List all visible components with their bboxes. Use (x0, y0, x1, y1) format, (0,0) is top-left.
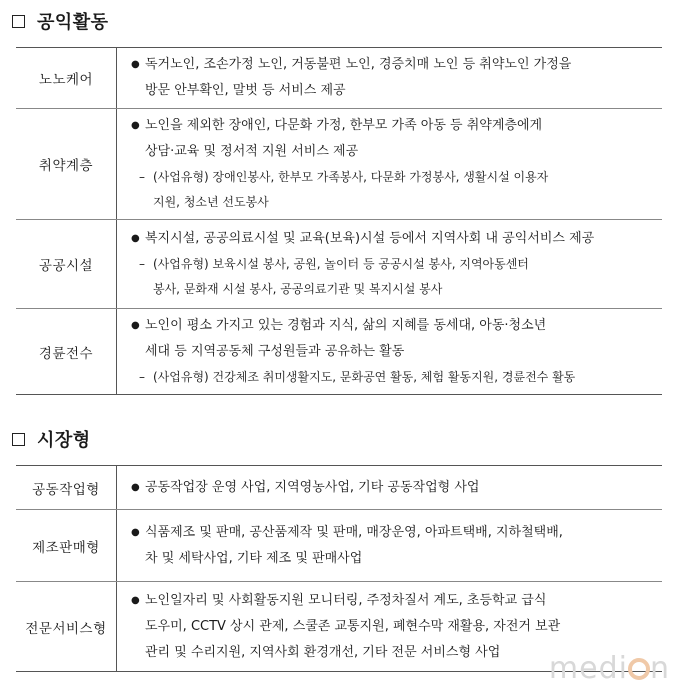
table-row (16, 109, 662, 220)
market-type-table (16, 465, 662, 672)
category-cell: 경륜전수 (16, 309, 117, 395)
section-header-market (12, 426, 91, 452)
o-ring-icon (628, 658, 650, 680)
table-row (16, 510, 662, 582)
dash-icon: – (139, 170, 145, 184)
table-row (16, 309, 662, 395)
checkbox-square-icon (12, 15, 25, 28)
public-activity-table (16, 47, 662, 395)
description-cell: ● 노인일자리 및 사회활동지원 모니터링, 주정차질서 계도, 초등학교 급식 도우미, CCTV 상시 관제, 스쿨존 교통지원, 폐현수막 재활용, 자전거 보관 관리 및 수리지원, 지역사회 환경개선, 기타 전문 서비스형 사업 (117, 582, 663, 672)
checkbox-square-icon (12, 433, 25, 446)
description-cell: ● 식품제조 및 판매, 공산품제작 및 판매, 매장운영, 아파트택배, 지하철택배, 차 및 세탁사업, 기타 제조 및 판매사업 (117, 510, 663, 582)
bullet-icon: ● (131, 481, 140, 493)
bullet-icon: ● (131, 59, 140, 70)
description-cell: ● 노인이 평소 가지고 있는 경험과 지식, 삶의 지혜를 동세대, 아동·청소년 세대 등 지역공동체 구성원들과 공유하는 활동 – (사업유형) 건강체조 취미생활지도, 문화공연 활동, 체험 활동지원, 경륜전수 활동 (117, 309, 663, 395)
dash-icon: – (139, 257, 145, 271)
section-header-public (12, 8, 109, 34)
description-cell: ● 공동작업장 운영 사업, 지역영농사업, 기타 공동작업형 사업 (117, 466, 663, 510)
category-cell: 제조판매형 (16, 510, 117, 582)
description-cell: ● 독거노인, 조손가정 노인, 거동불편 노인, 경증치매 노인 등 취약노인 가정을 방문 안부확인, 말벗 등 서비스 제공 (117, 48, 663, 109)
bullet-icon: ● (131, 120, 140, 131)
table-row (16, 466, 662, 510)
watermark-logo: medi n (548, 651, 670, 686)
category-cell: 공동작업형 (16, 466, 117, 510)
category-cell: 노노케어 (16, 48, 117, 109)
bullet-icon: ● (131, 594, 140, 606)
description-cell: ● 노인을 제외한 장애인, 다문화 가정, 한부모 가족 아동 등 취약계층에게 상담·교육 및 정서적 지원 서비스 제공 – (사업유형) 장애인봉사, 한부모 가족봉사, 다문화 가정봉사, 생활시설 이용자 지원, 청소년 선도봉사 (117, 109, 663, 220)
section-title: 시장형 (37, 430, 91, 451)
table-row (16, 48, 662, 109)
category-cell: 취약계층 (16, 109, 117, 220)
table-row (16, 220, 662, 309)
bullet-icon: ● (131, 526, 140, 538)
description-cell: ● 복지시설, 공공의료시설 및 교육(보육)시설 등에서 지역사회 내 공익서비스 제공 – (사업유형) 보육시설 봉사, 공원, 놀이터 등 공공시설 봉사, 지역아동센터 봉사, 문화재 시설 봉사, 공공의료기관 및 복지시설 봉사 (117, 220, 663, 309)
section-title: 공익활동 (37, 12, 109, 33)
category-cell: 전문서비스형 (16, 582, 117, 672)
bullet-icon: ● (131, 233, 140, 244)
category-cell: 공공시설 (16, 220, 117, 309)
dash-icon: – (139, 370, 145, 384)
bullet-icon: ● (131, 320, 140, 331)
